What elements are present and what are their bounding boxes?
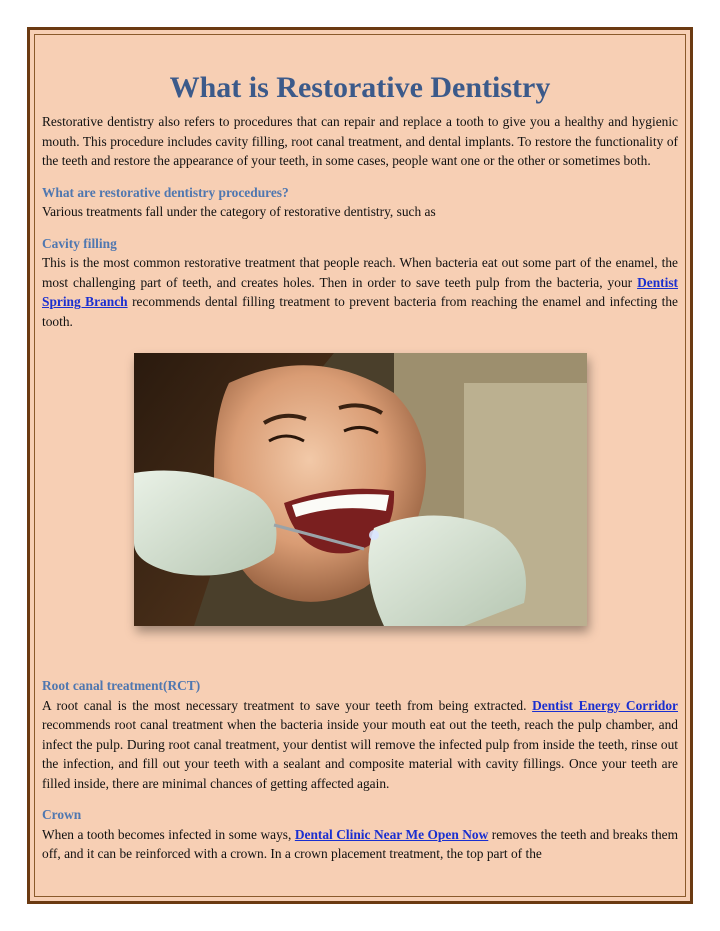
crown-text-before: When a tooth becomes infected in some ways, (42, 826, 295, 842)
page-title: What is Restorative Dentistry (169, 71, 551, 104)
cavity-filling-paragraph (42, 253, 678, 331)
crown-paragraph (42, 825, 678, 864)
root-canal-heading: Root canal treatment(RCT) (42, 678, 201, 693)
cavity-filling-heading: Cavity filling (42, 235, 117, 251)
root-canal-text-after: recommends root canal treatment when the bacteria inside your mouth eat out the teeth, reach the pulp chamber, and infect the pulp. During root canal treatment, your dentist will remove the infected pulp from inside the teeth, rinse out the infection, and fill out your teeth with a sealant and composite material with cavity fillings. Once your teeth are filled inside, there are minimal chances of getting affected again. (42, 717, 678, 791)
procedures-paragraph: Various treatments fall under the category of restorative dentistry, such as (42, 204, 436, 219)
dentist-spring-branch-link[interactable]: Dentist Spring Branch (42, 274, 678, 309)
dental-patient-illustration (134, 353, 587, 626)
root-canal-text-before: A root canal is the most necessary treatment to save your teeth from being extracted. (42, 697, 533, 713)
dental-clinic-near-me-link[interactable]: Dental Clinic Near Me Open Now (294, 826, 489, 842)
cavity-text-after: recommends dental filling treatment to prevent bacteria from reaching the enamel and infecting the tooth. (42, 294, 678, 329)
document-body (42, 70, 678, 864)
procedures-heading: What are restorative dentistry procedures? (42, 184, 289, 200)
crown-heading: Crown (42, 807, 82, 822)
dentist-energy-corridor-link[interactable]: Dentist Energy Corridor (532, 697, 678, 713)
intro-paragraph: Restorative dentistry also refers to procedures that can repair and replace a tooth to give you a healthy and hygienic mouth. This procedure includes cavity filling, root canal treatment, and dental implants. To restore the functionality of the teeth and restore the appearance of your teeth, in some cases, people want one or the other or sometimes both. (42, 114, 678, 168)
cavity-text-before: This is the most common restorative treatment that people reach. When bacteria eat out some part of the enamel, the most challenging part of teeth, and creates holes. Then in order to save teeth pulp from the bacteria, your (42, 255, 678, 290)
crown-text-after: removes the teeth and breaks them off, and it can be reinforced with a crown. In a crown placement treatment, the top part of the (42, 826, 678, 861)
dental-patient-photo (134, 353, 587, 626)
root-canal-paragraph (42, 696, 678, 794)
